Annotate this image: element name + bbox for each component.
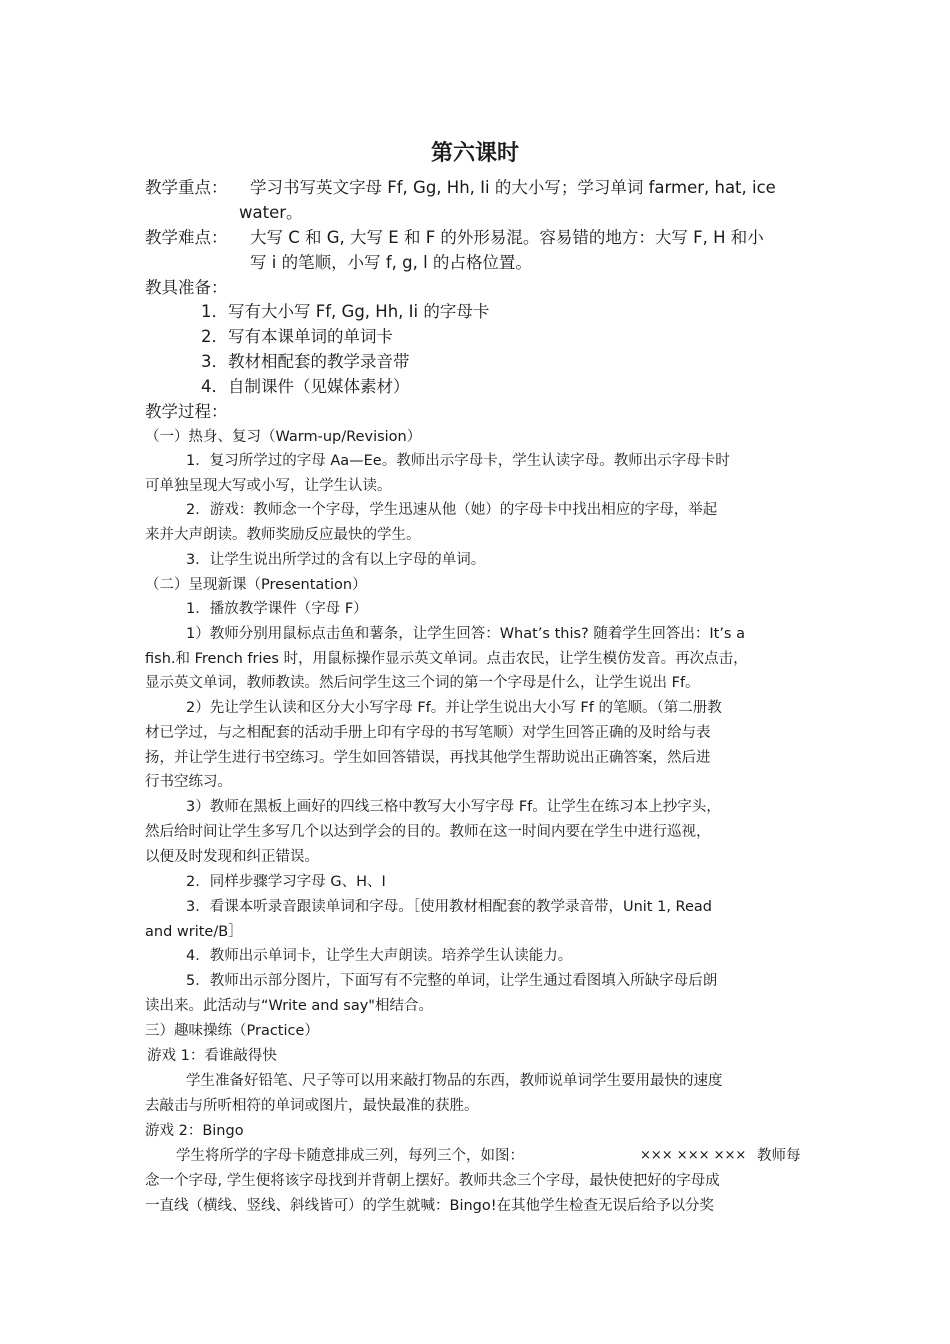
- paragraph-line: 3．看课本听录音跟读单词和字母。［使用教材相配套的教学录音带，Unit 1, Read: [186, 899, 712, 915]
- paragraph-line: 2．游戏：教师念一个字母，学生迅速从他（她）的字母卡中找出相应的字母，举起: [186, 502, 718, 518]
- paragraph-line: 行书空练习。: [145, 774, 232, 790]
- paragraph-line: 可单独呈现大写或小写，让学生认读。: [145, 478, 392, 494]
- paragraph-line: 一直线（横线、竖线、斜线皆可）的学生就喊：Bingo!在其他学生检查无误后给予以分奖: [145, 1198, 715, 1214]
- paragraph-line: 教师每: [757, 1148, 801, 1164]
- paragraph-line: 材已学过，与之相配套的活动手册上印有字母的书写笔顺）对学生回答正确的及时给与表: [145, 725, 711, 741]
- paragraph-line: 学生将所学的字母卡随意排成三列，每列三个，如图：: [176, 1148, 524, 1164]
- paragraph-line: 扬，并让学生进行书空练习。学生如回答错误，再找其他学生帮助说出正确答案，然后进: [145, 750, 711, 766]
- prep-item: 4．自制课件（见媒体素材）: [201, 377, 410, 396]
- section-heading: （二）呈现新课（Presentation）: [145, 577, 367, 593]
- process-label: 教学过程：: [145, 402, 228, 421]
- game-heading: 游戏 1：看谁敲得快: [147, 1048, 277, 1064]
- section-heading: 三）趣味操练（Practice）: [145, 1023, 319, 1039]
- paragraph-line: 1．复习所学过的字母 Aa—Ee。教师出示字母卡，学生认读字母。教师出示字母卡时: [186, 453, 730, 469]
- prep-item: 1．写有大小写 Ff, Gg, Hh, Ii 的字母卡: [201, 302, 490, 321]
- paragraph-line: 念一个字母, 学生便将该字母找到并背朝上摆好。教师共念三个字母，最快使把好的字母成: [145, 1173, 720, 1189]
- paragraph-line: 5．教师出示部分图片，下面写有不完整的单词，让学生通过看图填入所缺字母后朗: [186, 973, 718, 989]
- letter-grid-example: ××× ××× ×××: [640, 1148, 747, 1163]
- paragraph-line: 来并大声朗读。教师奖励反应最快的学生。: [145, 527, 421, 543]
- game-heading: 游戏 2：Bingo: [145, 1123, 244, 1139]
- paragraph-line: 读出来。此活动与“Write and say"相结合。: [145, 998, 433, 1014]
- paragraph-line: and write/B］: [145, 924, 243, 940]
- paragraph-line: 然后给时间让学生多写几个以达到学会的目的。教师在这一时间内要在学生中进行巡视，: [145, 824, 711, 840]
- paragraph-line: 3．让学生说出所学过的含有以上字母的单词。: [186, 552, 486, 568]
- difficulty-line: 大写 C 和 G, 大写 E 和 F 的外形易混。容易错的地方：大写 F, H 和小: [250, 228, 764, 247]
- paragraph-line: 学生准备好铅笔、尺子等可以用来敲打物品的东西，教师说单词学生要用最快的速度: [186, 1073, 723, 1089]
- paragraph-line: 3）教师在黑板上画好的四线三格中教写大小写字母 Ff。让学生在练习本上抄字头，: [186, 799, 721, 815]
- paragraph-line: 去敲击与所听相符的单词或图片，最快最准的获胜。: [145, 1098, 479, 1114]
- paragraph-line: 4．教师出示单词卡，让学生大声朗读。培养学生认读能力。: [186, 948, 573, 964]
- page-title: 第六课时: [430, 141, 519, 166]
- paragraph-line: 2）先让学生认读和区分大小写字母 Ff。并让学生说出大小写 Ff 的笔顺。（第二册教: [186, 700, 722, 716]
- focus-label: 教学重点：: [145, 178, 228, 197]
- prep-label: 教具准备：: [145, 278, 228, 297]
- paragraph-line: 2．同样步骤学习字母 G、H、I: [186, 874, 386, 890]
- paragraph-line: fish.和 French fries 时，用鼠标操作显示英文单词。点击农民，让学生模仿发音。再次点击，: [145, 651, 748, 667]
- difficulty-label: 教学难点：: [145, 228, 228, 247]
- paragraph-line: 以便及时发现和纠正错误。: [145, 849, 319, 865]
- paragraph-line: 1．播放教学课件（字母 F）: [186, 601, 368, 617]
- difficulty-line: 写 i 的笔顺，小写 f, g, l 的占格位置。: [250, 253, 532, 272]
- prep-item: 3．教材相配套的教学录音带: [201, 352, 410, 371]
- focus-line: 学习书写英文字母 Ff, Gg, Hh, Ii 的大小写；学习单词 farmer, hat, ice: [250, 178, 776, 197]
- paragraph-line: 1）教师分别用鼠标点击鱼和薯条，让学生回答：What’s this? 随着学生回答出：It’s a: [186, 626, 745, 642]
- prep-item: 2．写有本课单词的单词卡: [201, 327, 393, 346]
- focus-line: water。: [239, 203, 303, 222]
- paragraph-line: 显示英文单词，教师教读。然后问学生这三个词的第一个字母是什么，让学生说出 Ff。: [145, 675, 700, 691]
- section-heading: （一）热身、复习（Warm-up/Revision）: [145, 429, 422, 445]
